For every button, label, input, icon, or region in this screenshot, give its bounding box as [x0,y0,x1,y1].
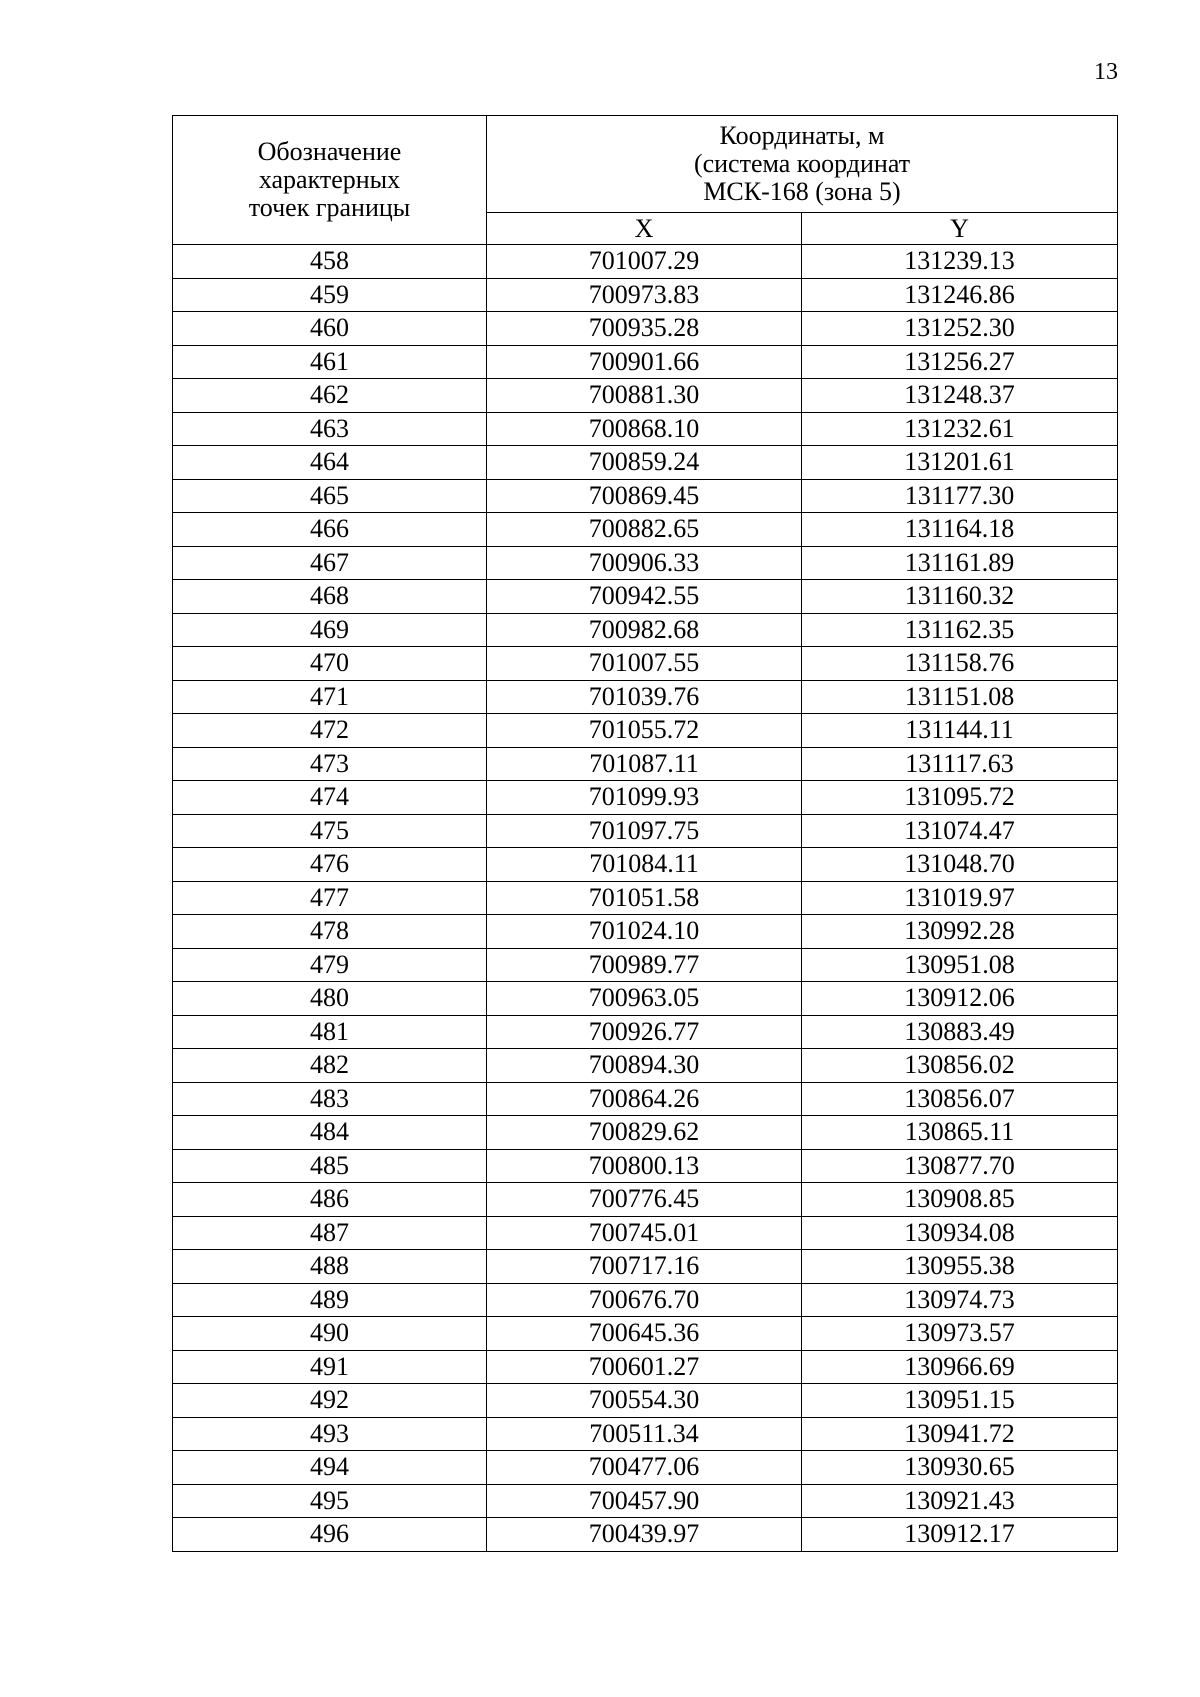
x-cell: 700645.36 [487,1317,802,1351]
header-coordinates [487,116,1118,213]
table-header [173,116,1118,245]
point-cell: 489 [173,1283,487,1317]
x-cell: 700554.30 [487,1384,802,1418]
y-cell: 130941.72 [802,1417,1118,1451]
point-cell: 466 [173,513,487,547]
x-cell: 700439.97 [487,1518,802,1552]
y-cell: 130955.38 [802,1250,1118,1284]
y-cell: 131048.70 [802,848,1118,882]
y-cell: 131248.37 [802,379,1118,413]
y-cell: 131246.86 [802,278,1118,312]
x-cell: 700869.45 [487,479,802,513]
point-cell: 495 [173,1484,487,1518]
y-cell: 131252.30 [802,312,1118,346]
x-cell: 700676.70 [487,1283,802,1317]
x-cell: 700963.05 [487,982,802,1016]
point-cell: 458 [173,245,487,279]
header-point-line: точек границы [248,193,411,222]
header-x: X [487,213,802,245]
y-cell: 130877.70 [802,1149,1118,1183]
x-cell: 701024.10 [487,915,802,949]
y-cell: 130966.69 [802,1350,1118,1384]
y-cell: 131162.35 [802,613,1118,647]
x-cell: 700717.16 [487,1250,802,1284]
x-cell: 700973.83 [487,278,802,312]
point-cell: 485 [173,1149,487,1183]
table-row [173,1015,1118,1049]
y-cell: 130934.08 [802,1216,1118,1250]
header-y: Y [802,213,1118,245]
point-cell: 465 [173,479,487,513]
table-row [173,680,1118,714]
table-row [173,1451,1118,1485]
table-row [173,546,1118,580]
table-row [173,814,1118,848]
point-cell: 481 [173,1015,487,1049]
y-cell: 130930.65 [802,1451,1118,1485]
y-cell: 131151.08 [802,680,1118,714]
y-cell: 131239.13 [802,245,1118,279]
x-cell: 700882.65 [487,513,802,547]
table-row [173,446,1118,480]
table-row [173,1082,1118,1116]
y-cell: 130856.02 [802,1049,1118,1083]
point-cell: 488 [173,1250,487,1284]
y-cell: 131160.32 [802,580,1118,614]
x-cell: 700859.24 [487,446,802,480]
x-cell: 700926.77 [487,1015,802,1049]
table-row [173,1518,1118,1552]
x-cell: 700457.90 [487,1484,802,1518]
table-row [173,1183,1118,1217]
point-cell: 476 [173,848,487,882]
table-body [173,245,1118,1552]
y-cell: 131095.72 [802,781,1118,815]
y-cell: 131158.76 [802,647,1118,681]
point-cell: 496 [173,1518,487,1552]
x-cell: 700829.62 [487,1116,802,1150]
point-cell: 461 [173,345,487,379]
header-point-line: Обозначение [257,137,402,166]
y-cell: 130883.49 [802,1015,1118,1049]
y-cell: 130973.57 [802,1317,1118,1351]
header-point-designation [173,116,487,245]
point-cell: 483 [173,1082,487,1116]
x-cell: 700864.26 [487,1082,802,1116]
point-cell: 478 [173,915,487,949]
table-row [173,580,1118,614]
x-cell: 700982.68 [487,613,802,647]
x-cell: 701055.72 [487,714,802,748]
y-cell: 131177.30 [802,479,1118,513]
y-cell: 130951.15 [802,1384,1118,1418]
x-cell: 700868.10 [487,412,802,446]
y-cell: 131117.63 [802,747,1118,781]
table-row [173,848,1118,882]
table-row [173,1350,1118,1384]
table-row [173,479,1118,513]
table-row [173,245,1118,279]
x-cell: 701087.11 [487,747,802,781]
x-cell: 700800.13 [487,1149,802,1183]
table-row [173,379,1118,413]
point-cell: 487 [173,1216,487,1250]
x-cell: 700906.33 [487,546,802,580]
y-cell: 131232.61 [802,412,1118,446]
x-cell: 700601.27 [487,1350,802,1384]
table-row [173,948,1118,982]
table-row [173,1116,1118,1150]
header-row-main [173,116,1118,213]
table-row [173,513,1118,547]
y-cell: 131256.27 [802,345,1118,379]
table-row [173,647,1118,681]
table-row [173,1384,1118,1418]
x-cell: 701097.75 [487,814,802,848]
table-row [173,982,1118,1016]
point-cell: 492 [173,1384,487,1418]
y-cell: 131164.18 [802,513,1118,547]
table-row [173,345,1118,379]
y-cell: 130912.06 [802,982,1118,1016]
y-cell: 130921.43 [802,1484,1118,1518]
point-cell: 475 [173,814,487,848]
table-row [173,1149,1118,1183]
table-row [173,915,1118,949]
point-cell: 480 [173,982,487,1016]
header-coords-line: Координаты, м [719,121,885,150]
x-cell: 701007.29 [487,245,802,279]
x-cell: 700745.01 [487,1216,802,1250]
point-cell: 471 [173,680,487,714]
table-row [173,747,1118,781]
table-row [173,1216,1118,1250]
x-cell: 701099.93 [487,781,802,815]
table-row [173,714,1118,748]
x-cell: 700894.30 [487,1049,802,1083]
point-cell: 468 [173,580,487,614]
y-cell: 130856.07 [802,1082,1118,1116]
y-cell: 130908.85 [802,1183,1118,1217]
x-cell: 701084.11 [487,848,802,882]
table-row [173,1250,1118,1284]
y-cell: 130912.17 [802,1518,1118,1552]
point-cell: 473 [173,747,487,781]
point-cell: 470 [173,647,487,681]
table-row [173,881,1118,915]
point-cell: 482 [173,1049,487,1083]
table-row [173,1484,1118,1518]
x-cell: 700881.30 [487,379,802,413]
x-cell: 700935.28 [487,312,802,346]
coordinates-table [172,115,1118,1552]
point-cell: 493 [173,1417,487,1451]
y-cell: 130974.73 [802,1283,1118,1317]
x-cell: 700776.45 [487,1183,802,1217]
y-cell: 131019.97 [802,881,1118,915]
y-cell: 131161.89 [802,546,1118,580]
page-number: 13 [1094,59,1118,85]
point-cell: 479 [173,948,487,982]
header-coords-line: МСК-168 (зона 5) [703,177,901,206]
y-cell: 131201.61 [802,446,1118,480]
x-cell: 701007.55 [487,647,802,681]
header-point-line: характерных [258,165,401,194]
x-cell: 701039.76 [487,680,802,714]
point-cell: 490 [173,1317,487,1351]
point-cell: 494 [173,1451,487,1485]
x-cell: 700511.34 [487,1417,802,1451]
table-row [173,781,1118,815]
x-cell: 701051.58 [487,881,802,915]
x-cell: 700989.77 [487,948,802,982]
point-cell: 472 [173,714,487,748]
point-cell: 460 [173,312,487,346]
table-row [173,278,1118,312]
point-cell: 486 [173,1183,487,1217]
point-cell: 484 [173,1116,487,1150]
point-cell: 469 [173,613,487,647]
table-row [173,1417,1118,1451]
point-cell: 459 [173,278,487,312]
table-row [173,1049,1118,1083]
x-cell: 700901.66 [487,345,802,379]
table-row [173,613,1118,647]
y-cell: 131144.11 [802,714,1118,748]
x-cell: 700477.06 [487,1451,802,1485]
point-cell: 491 [173,1350,487,1384]
table-row [173,312,1118,346]
x-cell: 700942.55 [487,580,802,614]
point-cell: 463 [173,412,487,446]
y-cell: 130992.28 [802,915,1118,949]
table-row [173,412,1118,446]
table-row [173,1317,1118,1351]
point-cell: 464 [173,446,487,480]
y-cell: 131074.47 [802,814,1118,848]
table-row [173,1283,1118,1317]
y-cell: 130865.11 [802,1116,1118,1150]
point-cell: 477 [173,881,487,915]
header-coords-line: (система координат [693,149,911,178]
point-cell: 474 [173,781,487,815]
point-cell: 462 [173,379,487,413]
point-cell: 467 [173,546,487,580]
y-cell: 130951.08 [802,948,1118,982]
